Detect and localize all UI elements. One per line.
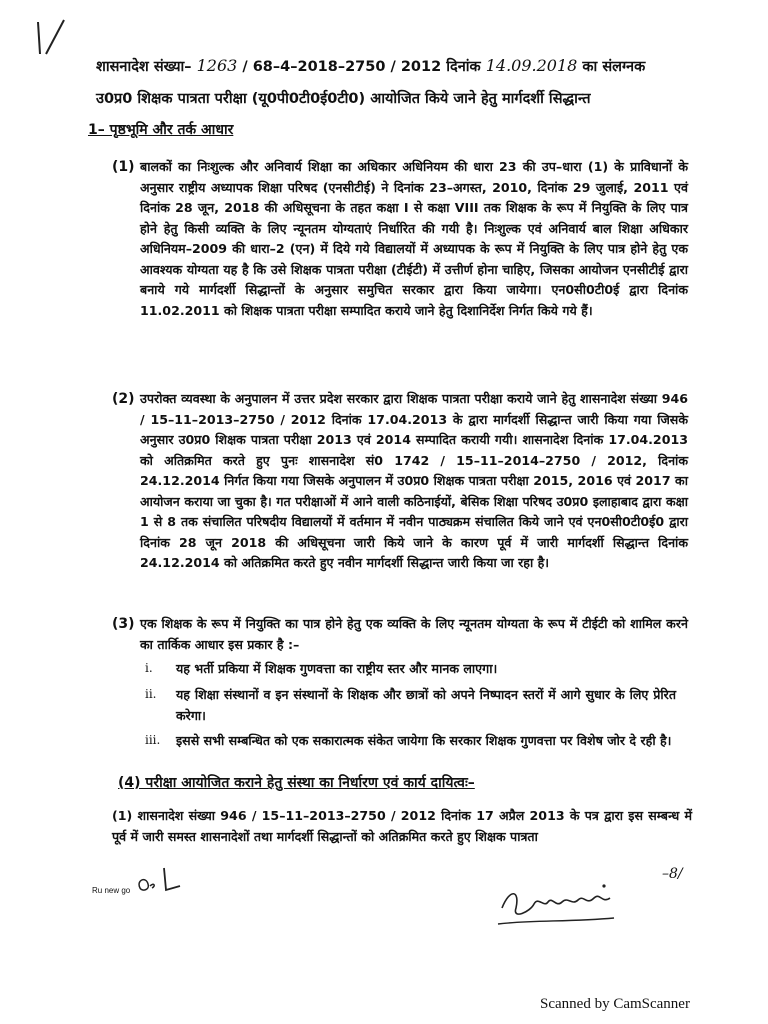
header-line-2: उ0प्र0 शिक्षक पात्रता परीक्षा (यू0पी0टी0ई0टी0) आयोजित किये जाने हेतु मार्गदर्शी सिद्धान्त	[96, 91, 591, 107]
paragraph-1: बालकों का निःशुल्क और अनिवार्य शिक्षा का अधिकार अधिनियम की धारा 23 की उप–धारा (1) के प्राविधानों के अनुसार राष्ट्रीय अध्यापक शिक्षा परिषद (एनसीटीई) ने दिनांक 23–अगस्त, 2010, दिनांक 29 जुलाई, 2011 एवं दिनांक 28 जून, 2018 की अधिसूचना के तहत कक्षा I से कक्षा VIII तक शिक्षक के रूप में नियुक्ति के लिए पात्र होने हेतु किसी व्यक्ति के लिए न्यूनतम योग्यताएं निर्धारित की गयी है। निःशुल्क एवं अनिवार्य बाल शिक्षा अधिकार अधिनियम–2009 की धारा–2 (एन) में दिये गये विद्यालयों में अध्यापक के रूप में नियुक्ति के लिए पात्र होने हेतु एक आवश्यक योग्यता यह है कि उसे शिक्षक पात्रता परीक्षा (टीईटी) में उत्तीर्ण होना चाहिए, जिसका आयोजन एनसीटीई द्वारा बनाये गये मार्गदर्शी सिद्धान्तों के अनुसार समुचित सरकार द्वारा किया जायेगा। एन0सी0टी0ई द्वारा दिनांक 11.02.2011 को शिक्षक पात्रता परीक्षा सम्पादित कराये जाने हेतु दिशानिर्देश निर्गत किये गये हैं।	[140, 159, 688, 318]
list-item: इससे सभी सम्बन्धित को एक सकारात्मक संकेत जायेगा कि सरकार शिक्षक गुणवत्ता पर विशेष जोर दे रही है।	[176, 733, 672, 748]
header-line-1	[96, 55, 696, 78]
page-number: –8/	[662, 866, 683, 882]
para-number: (3)	[112, 616, 135, 632]
header-suffix: का संलग्नक	[582, 59, 646, 75]
order-date: 14.09.2018	[485, 56, 578, 75]
header-prefix: शासनादेश संख्या–	[96, 59, 192, 75]
handwritten-mark	[30, 14, 70, 64]
list-item: यह भर्ती प्रकिया में शिक्षक गुणवत्ता का राष्ट्रीय स्तर और मानक लाएगा।	[176, 661, 498, 676]
para-number: (2)	[112, 391, 135, 407]
roman-numeral: i.	[145, 661, 153, 675]
list-item: यह शिक्षा संस्थानों व इन संस्थानों के शिक्षक और छात्रों को अपने निष्पादन स्तरों में आगे सुधार के लिए प्रेरित करेगा।	[176, 687, 676, 723]
paragraph-4-1: (1) शासनादेश संख्या 946 / 15–11–2013–2750 / 2012 दिनांक 17 अप्रैल 2013 के पत्र द्वारा इस सम्बन्ध में पूर्व में जारी समस्त शासनादेशों तथा मार्गदर्शी सिद्धान्तों को अतिक्रमित करते हुए शिक्षक पात्रता	[112, 808, 692, 844]
paragraph-2: उपरोक्त व्यवस्था के अनुपालन में उत्तर प्रदेश सरकार द्वारा शिक्षक पात्रता परीक्षा कराये जाने हेतु शासनादेश संख्या 946 / 15–11–2013–2750 / 2012 दिनांक 17.04.2013 के द्वारा मार्गदर्शी सिद्धान्त जारी किया गया जिसके अनुसार उ0प्र0 शिक्षक पात्रता परीक्षा 2013 एवं 2014 सम्पादित करायी गयी। शासनादेश दिनांक 17.04.2013 को अतिक्रमित करते हुए पुनः शासनादेश सं0 1742 / 15–11–2014–2750 / 2012, दिनांक 24.12.2014 निर्गत किया गया जिसके अनुपालन में उ0प्र0 शिक्षक पात्रता परीक्षा 2015, 2016 एवं 2017 का आयोजन कराया जा चुका है। गत परीक्षाओं में आने वाली कठिनाईयों, बेसिक शिक्षा परिषद उ0प्र0 इलाहाबाद द्वारा कक्षा 1 से 8 तक संचालित परिषदीय विद्यालयों में वर्तमान में नवीन पाठ्यक्रम संचालित किये जाने एवं एन0सी0टी0ई0 द्वारा दिनांक 28 जून 2018 की अधिसूचना जारी किये जाने के कारण पूर्व में जारी मार्गदर्शी सिद्धान्त दिनांक 24.12.2014 को अतिक्रमित करते हुए नवीन मार्गदर्शी सिद्धान्त जारी किया जा रहा है।	[140, 391, 688, 570]
order-number: 1263	[196, 56, 238, 75]
header-mid: / 68–4–2018–2750 / 2012 दिनांक	[242, 59, 481, 75]
section-1-heading: 1– पृष्ठभूमि और तर्क आधार	[88, 122, 234, 138]
officer-signature	[490, 868, 630, 938]
small-note: Ru new go	[92, 886, 131, 895]
paragraph-3: एक शिक्षक के रूप में नियुक्ति का पात्र होने हेतु एक व्यक्ति के लिए न्यूनतम योग्यता के रूप में टीईटी को शामिल करने का तार्किक आधार इस प्रकार है :–	[140, 616, 688, 652]
roman-numeral: ii.	[145, 687, 157, 701]
roman-numeral: iii.	[145, 733, 161, 747]
scanner-footer: Scanned by CamScanner	[540, 996, 690, 1012]
section-4-heading: (4) परीक्षा आयोजित कराने हेतु संस्था का निर्धारण एवं कार्य दायित्वः–	[118, 775, 475, 791]
para-number: (1)	[112, 159, 135, 175]
